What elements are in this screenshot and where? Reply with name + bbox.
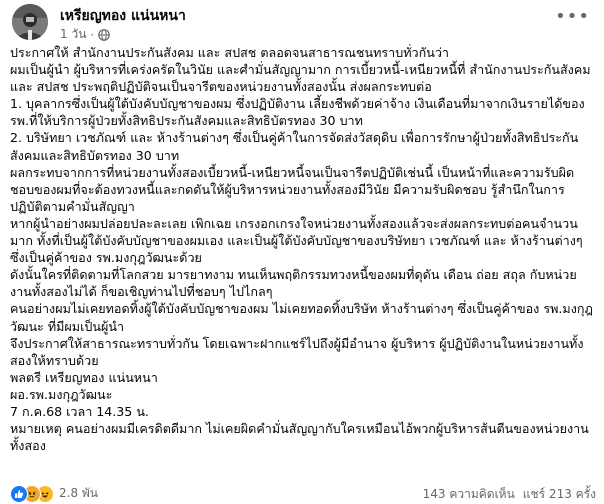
comments-count[interactable]: 143 ความคิดเห็น xyxy=(422,487,515,501)
post-paragraph: ประกาศให้ สำนักงานประกันสังคม และ สปสช ตลอดจนสาธารณชนทราบทั่วกันว่า xyxy=(10,45,449,60)
post-footer xyxy=(10,484,596,502)
shares-count[interactable]: แชร์ 213 ครั้ง xyxy=(522,487,596,501)
globe-icon[interactable] xyxy=(98,29,110,41)
more-options-button[interactable]: ••• xyxy=(555,6,590,27)
post-paragraph: 2. บริษัทยา เวชภัณฑ์ และ ห้างร้านต่างๆ ซึ่งเป็นคู่ค้าในการจัดส่งวัสดุดิบ เพื่อการรักษาผู้ป่วยทั้งสิทธิประกัน สังคมและสิทธิบัตรทอง 30 บาท xyxy=(10,130,579,163)
post-paragraph: 1. บุคลากรซึ่งเป็นผู้ใต้บังคับบัญชาของผม ซึ่งปฏิบัติงาน เลี้ยงชีพด้วยค่าจ้าง เงินเดือนที่มาจากเงินรายได้ของ รพ.ที่ให้บริการผู้ป่วยทั้งสิทธิประกันสังคมและสิทธิบัตรทอง 30 บาท xyxy=(10,96,585,129)
avatar[interactable] xyxy=(12,4,48,40)
reactions-summary[interactable] xyxy=(10,484,98,503)
post-paragraph: จึงประกาศให้สาธารณะทราบทั่วกัน โดยเฉพาะฝากแชร์ไปถึงผู้มีอำนาจ ผู้บริหาร ผู้ปฏิบัติงานในหน่วยงานทั้งสองให้ทราบด้วย xyxy=(10,335,584,368)
like-icon xyxy=(10,485,28,503)
post-meta xyxy=(60,25,110,44)
post-paragraph: ดังนั้นใครที่ติดตามที่โลกสวย มารยาทงาม ทนเห็นพฤติกรรมทวงหนี้ของผมที่ดุดัน เดือน ถ่อย สถุล กับหน่วยงานทั้งสองไม่ได้ ก็ขอเชิญท่านไปที่ชอบๆ ไปไกลๆ xyxy=(10,267,577,300)
post-paragraph: ผมเป็นผู้นำ ผู้บริหารที่เคร่งครัดในวินัย และศำมั่นสัญญามาก การเบี้ยวหนี้-เหนียวหนี้ที่ สำนักงานประกันสังคม และ สปสช ประพฤติปฏิบัติจนเป็นจารีตของหน่วยงานทั้งสองนั้น ส่งผลกระทบต่อ xyxy=(10,62,591,95)
author-name[interactable]: เหรียญทอง แน่นหนา xyxy=(60,8,186,24)
profile-photo-icon xyxy=(12,4,48,40)
signature-name: พลตรี เหรียญทอง แน่นหนา xyxy=(10,369,158,385)
signature-title: ผอ.รพ.มงกุฎวัฒนะ xyxy=(10,386,113,402)
post-body xyxy=(10,44,596,454)
post-time[interactable]: 1 วัน xyxy=(60,27,87,41)
post-header xyxy=(12,4,592,42)
post-paragraph: คนอย่างผมไม่เคยทอดทิ้งผู้ใต้บังคับบัญชาของผม ไม่เคยทอดทิ้งบริษัท ห้างร้านต่างๆ ซึ่งเป็นคู่ค้าของ รพ.มงกุฎวัฒนะ ที่มีผมเป็นผู้นำ xyxy=(10,301,593,334)
post-paragraph: หากผู้นำอย่างผมปล่อยปละละเลย เพิกเฉย เกรงอกเกรงใจหน่วยงานทั้งสองแล้วจะส่งผลกระทบต่อคนจำนวนมาก ทั้งที่เป็นผู้ใต้บังคับบัญชาของผมเอง และเป็นผู้ใต้บังคับบัญชาของบริษัทยา เวชภัณฑ์ และ ห้างร้านต่างๆ ซึ่งเป็นคู่ค้าของ รพ.มงกุฎวัฒนะด้วย xyxy=(10,215,583,266)
post-paragraph: ผลกระทบจากการที่หน่วยงานทั้งสองเบี้ยวหนี้-เหนียวหนี้จนเป็นจารีตปฏิบัติเช่นนี้ เป็นหน้าที่และความรับผิดชอบของผมที่จะต้องทวงหนี้และกดดันให้ผู้บริหารหน่วยงานทั้งสองมีวินัย มีความรับผิดชอบ รู้สำนึกในการปฏิบัติตามคำมั่นสัญญา xyxy=(10,164,575,214)
reactions-count[interactable]: 2.8 พัน xyxy=(59,486,99,500)
post-stats xyxy=(423,485,596,504)
signature-date: 7 ก.ค.68 เวลา 14.35 น. xyxy=(10,403,149,419)
post-note: หมายเหตุ คนอย่างผมมีเครดิตดีมาก ไม่เคยผิดคำมั่นสัญญากับใครเหมือนไอ้พวกผู้บริหารส้นตีนของหน่วยงานทั้งสอง xyxy=(10,421,589,454)
meta-separator: · xyxy=(90,27,95,42)
